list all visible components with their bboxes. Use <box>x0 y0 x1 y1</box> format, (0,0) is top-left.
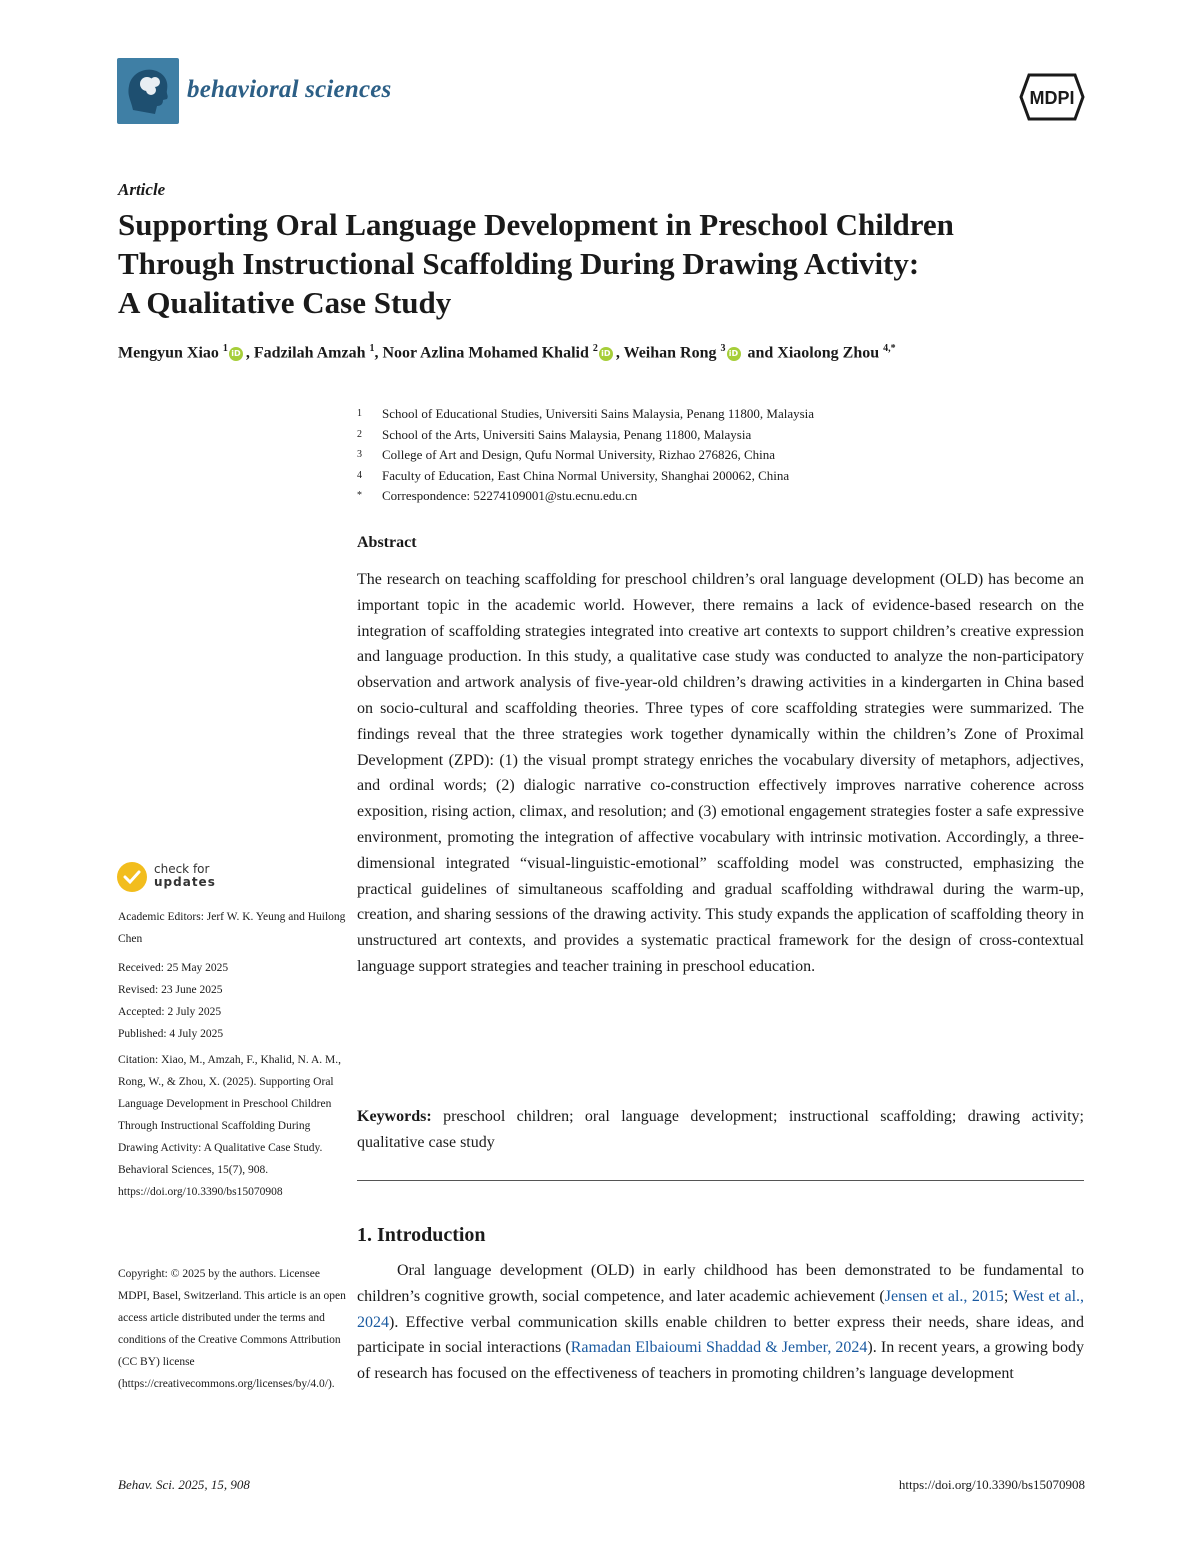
check-updates-label: updates <box>154 875 216 889</box>
author-name[interactable]: Weihan Rong <box>623 344 717 362</box>
footer-journal-ref: Behav. Sci. 2025, 15, 908 <box>118 1477 250 1492</box>
abstract-body: The research on teaching scaffolding for preschool children’s oral language development (OLD) has become an important topic in the academic world. However, there remains a lack of evidence-based research on the integration of scaffolding strategies integrated into creative art contexts to support children’s creative expression and language production. In this study, a qualitative case study was conducted to analyze the non-participatory observation and artwork analysis of five-year-old children’s drawing activities in a kindergarten in China based on socio-cultural and scaffolding theories. Three types of core scaffolding strategies were summarized. The findings reveal that the three strategies work together dynamically within the children’s Zone of Proximal Development (ZPD): (1) the visual prompt strategy enriches the vocabulary diversity of metaphors, adjectives, and ordinal words; (2) dialogic narrative co-construction effectively improves narrative coherence across exposition, rising action, climax, and resolution; and (3) emotional engagement strategies foster a safe expressive environment, promoting the integration of affective vocabulary with intrinsic motivation. Accordingly, a three-dimensional integrated “visual-linguistic-emotional” scaffolding model was constructed, emphasizing the practical guidelines of simultaneous scaffolding and gradual scaffolding withdrawal during the warm-up, creation, and sharing sessions of the drawing activity. This study expands the application of scaffolding theory in unstructured art contexts, and provides a systematic practical framework for the design of cross-contextual language support strategies and teacher training in preschool education. <box>357 571 1084 975</box>
affiliation-item: 1 School of Educational Studies, Universiti Sains Malaysia, Penang 11800, Malaysia <box>357 406 815 421</box>
footer-doi-link[interactable]: https://doi.org/10.3390/bs15070908 <box>898 1477 1085 1492</box>
mdpi-logo-text: MDPI <box>1029 88 1075 108</box>
affiliations <box>357 404 1097 507</box>
accepted-date: Accepted: 2 July 2025 <box>118 1006 222 1018</box>
author-affil: 1 <box>369 343 375 354</box>
intro-paragraph: Oral language development (OLD) in early childhood has been demonstrated to be fundamental to children’s cognitive growth, social competence, and later academic achievement (Jensen et al., 2015; West et al., 2024). Effective verbal communication skills enable children to better express their needs, share ideas, and participate in social interactions (Ramadan Elbaioumi Shaddad & Jember, 2024). In recent years, a growing body of research has focused on the effectiveness of teachers in promoting children’s language development <box>357 1262 1085 1383</box>
author-affil: 2 <box>592 343 598 354</box>
abstract-heading: Abstract <box>357 534 417 551</box>
affiliation-item: 3 College of Art and Design, Qufu Normal University, Rizhao 276826, China <box>357 447 776 462</box>
intro-heading: 1. Introduction <box>357 1224 486 1246</box>
author-list: Mengyun Xiao $^1$ iD , Fadzilah Amzah $^1$, Noor Azlina Mohamed Khalid $^2$ iD , Weihan Rong $^3$ iD and Xiaolong Zhou $^{4,*}$ <box>118 343 896 362</box>
copyright-block: Copyright: © 2025 by the authors. Licensee MDPI, Basel, Switzerland. This article is an open access article distributed under the terms and conditions of the Creative Commons Attribution (CC BY) license (https://creativecommons.org/licenses/by/4.0/). <box>118 1268 346 1390</box>
keywords-list: preschool children; oral language development; instructional scaffolding; drawing activity; qualitative case study <box>357 1108 1085 1151</box>
author-affil: 3 <box>720 343 726 354</box>
journal-name: behavioral sciences <box>187 76 392 103</box>
journal-logo <box>117 58 179 124</box>
published-date: Published: 4 July 2025 <box>118 1028 224 1040</box>
orcid-icon[interactable]: iD <box>229 347 243 361</box>
author-name[interactable]: Noor Azlina Mohamed Khalid <box>382 344 589 362</box>
check-updates-label: check for <box>154 862 210 876</box>
received-date: Received: 25 May 2025 <box>118 962 229 974</box>
author-name[interactable]: Xiaolong Zhou <box>777 344 880 362</box>
author-name[interactable]: Mengyun Xiao <box>118 344 219 362</box>
citation-link[interactable]: West et al., 2024 <box>357 1287 1085 1331</box>
citation-link[interactable]: Jensen et al., 2015 <box>884 1287 1004 1305</box>
title-line: Through Instructional Scaffolding During Drawing Activity: <box>118 246 920 281</box>
revised-date: Revised: 23 June 2025 <box>118 984 223 996</box>
academic-editors: Academic Editors: Jerf W. K. Yeung and Huilong Chen <box>118 911 346 945</box>
keywords-label: Keywords: <box>357 1108 432 1125</box>
affiliation-item: 4 Faculty of Education, East China Normal University, Shanghai 200062, China <box>357 467 790 483</box>
keywords <box>357 1104 1084 1156</box>
orcid-icon[interactable]: iD <box>599 347 613 361</box>
orcid-icon[interactable]: iD <box>727 347 741 361</box>
title-line: Supporting Oral Language Development in Preschool Children <box>118 207 954 242</box>
check-for-updates-button[interactable] <box>117 862 237 902</box>
publication-dates <box>118 957 350 1045</box>
affiliation-item: 2 School of the Arts, Universiti Sains Malaysia, Penang 11800, Malaysia <box>357 426 752 442</box>
citation-block: Citation: Xiao, M., Amzah, F., Khalid, N. A. M., Rong, W., & Zhou, X. (2025). Supporting Oral Language Development in Preschool Children Through Instructional Scaffolding During Drawing Activity: A Qualitative Case Study. Behavioral Sciences, 15(7), 908. https://doi.org/10.3390/bs15070908 <box>118 1054 342 1198</box>
author-affil: 1 <box>222 343 228 354</box>
head-silhouette-icon <box>117 58 179 124</box>
author-name[interactable]: Fadzilah Amzah <box>253 344 366 362</box>
correspondence-item: * Correspondence: 52274109001@stu.ecnu.edu.cn <box>357 488 638 503</box>
check-icon <box>117 862 147 892</box>
citation-link[interactable]: Ramadan Elbaioumi Shaddad & Jember, 2024 <box>570 1339 868 1357</box>
section-divider <box>357 1180 1084 1181</box>
mdpi-logo <box>1005 73 1085 121</box>
author-affil: 4,* <box>883 343 896 354</box>
article-title <box>118 205 1118 322</box>
title-line: A Qualitative Case Study <box>118 285 452 320</box>
article-type: Article <box>118 180 166 199</box>
